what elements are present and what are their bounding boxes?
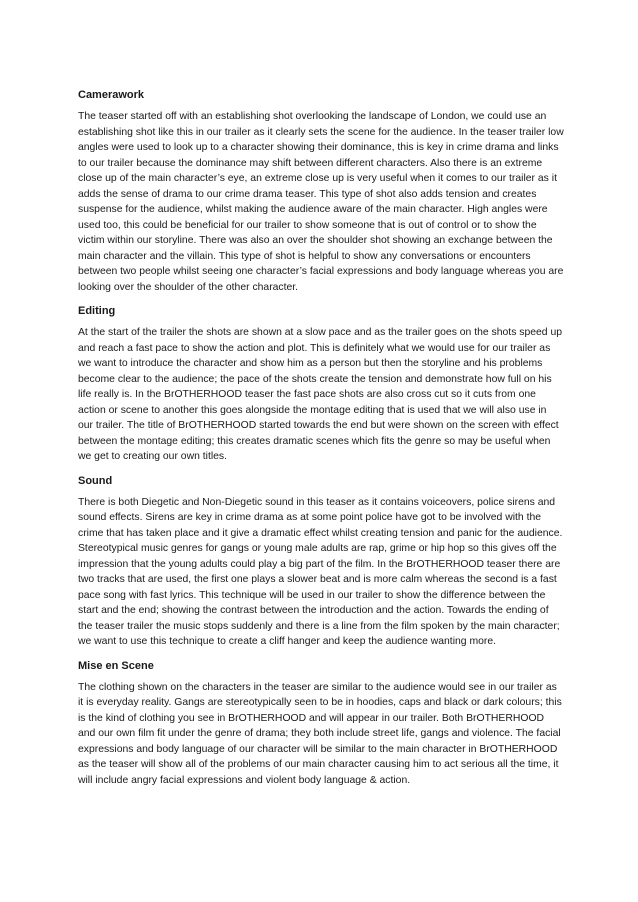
section-body: The clothing shown on the characters in the teaser are similar to the audience would see in our trailer as it is everyday reality. Gangs are stereotypically seen to be in hoodies, caps and black or dark colours; this is the kind of clothing you see in BrOTHERHOOD and will appear in our trailer. Both BrOTHERHOOD and our own film fit under the genre of drama; they both include street life, gangs and violence. The facial expressions and body language of our character will be similar to the main character in BrOTHERHOOD as the teaser will show all of the problems of our main character causing him to act serious all the time, it will include angry facial expressions and violent body language & action. [78,681,562,786]
section-sound [78,474,564,650]
section-heading: Mise en Scene [78,659,154,672]
section-body: At the start of the trailer the shots are shown at a slow pace and as the trailer goes on the shots speed up and reach a fast pace to show the action and plot. This is definitely what we would use for our trailer as we want to introduce the character and show him as a person but then the storyline and his problems become clear to the audience; the pace of the shots create the tension and demonstrate how full on his life really is. In the BrOTHERHOOD teaser the fast pace shots are also cross cut so it cuts from one action or scene to another this goes alongside the montage editing that is used that we will also use in our trailer. The title of BrOTHERHOOD started towards the end but were shown on the screen with effect between the montage editing; this creates dramatic scenes which fits the genre so may be useful when we get to creating our own titles. [78,327,563,462]
section-camerawork [78,88,564,295]
document-page [78,88,564,797]
section-heading: Sound [78,474,113,487]
section-mise-en-scene [78,659,564,789]
section-editing [78,304,564,465]
section-body: There is both Diegetic and Non-Diegetic sound in this teaser as it contains voiceovers, police sirens and sound effects. Sirens are key in crime drama as at some point police have got to be involved with the crime that has taken place and it give a dramatic effect whilst creating tension and panic for the audience. Stereotypical music genres for gangs or young male adults are rap, grime or hip hop so this gives off the impression that the young adults could play a big part of the film. In the BrOTHERHOOD teaser there are two tracks that are used, the first one plays a slower beat and is more calm whereas the second is a fast pace song with fast lyrics. This technique will be used in our trailer to show the difference between the start and the end; showing the contrast between the introduction and the action. Towards the ending of the teaser trailer the music stops suddenly and there is a line from the film spoken by the main character; we want to use this technique to create a cliff hanger and keep the audience wanting more. [78,496,563,647]
section-heading: Editing [78,305,116,317]
section-body: The teaser started off with an establishing shot overlooking the landscape of London, we could use an establishing shot like this in our trailer as it clearly sets the scene for the audience. In the teaser trailer low angles were used to look up to a character showing their dominance, this is key in crime drama and links to our trailer because the dominance may shift between different characters. Also there is an extreme close up of the main character’s eye, an extreme close up is very useful when it comes to our trailer as it adds the sense of drama to our crime drama teaser. This type of shot also adds tension and creates suspense for the audience, whilst making the audience aware of the main character. High angles were used too, this could be beneficial for our trailer to show someone that is out of control or to show the victim within our storyline. There was also an over the shoulder shot showing an exchange between the main character and the villain. This type of shot is helpful to show any conversations or encounters between two people whilst seeing one character’s facial expressions and body language whereas you are looking over the shoulder of the other character. [78,111,564,293]
section-heading: Camerawork [78,89,145,101]
